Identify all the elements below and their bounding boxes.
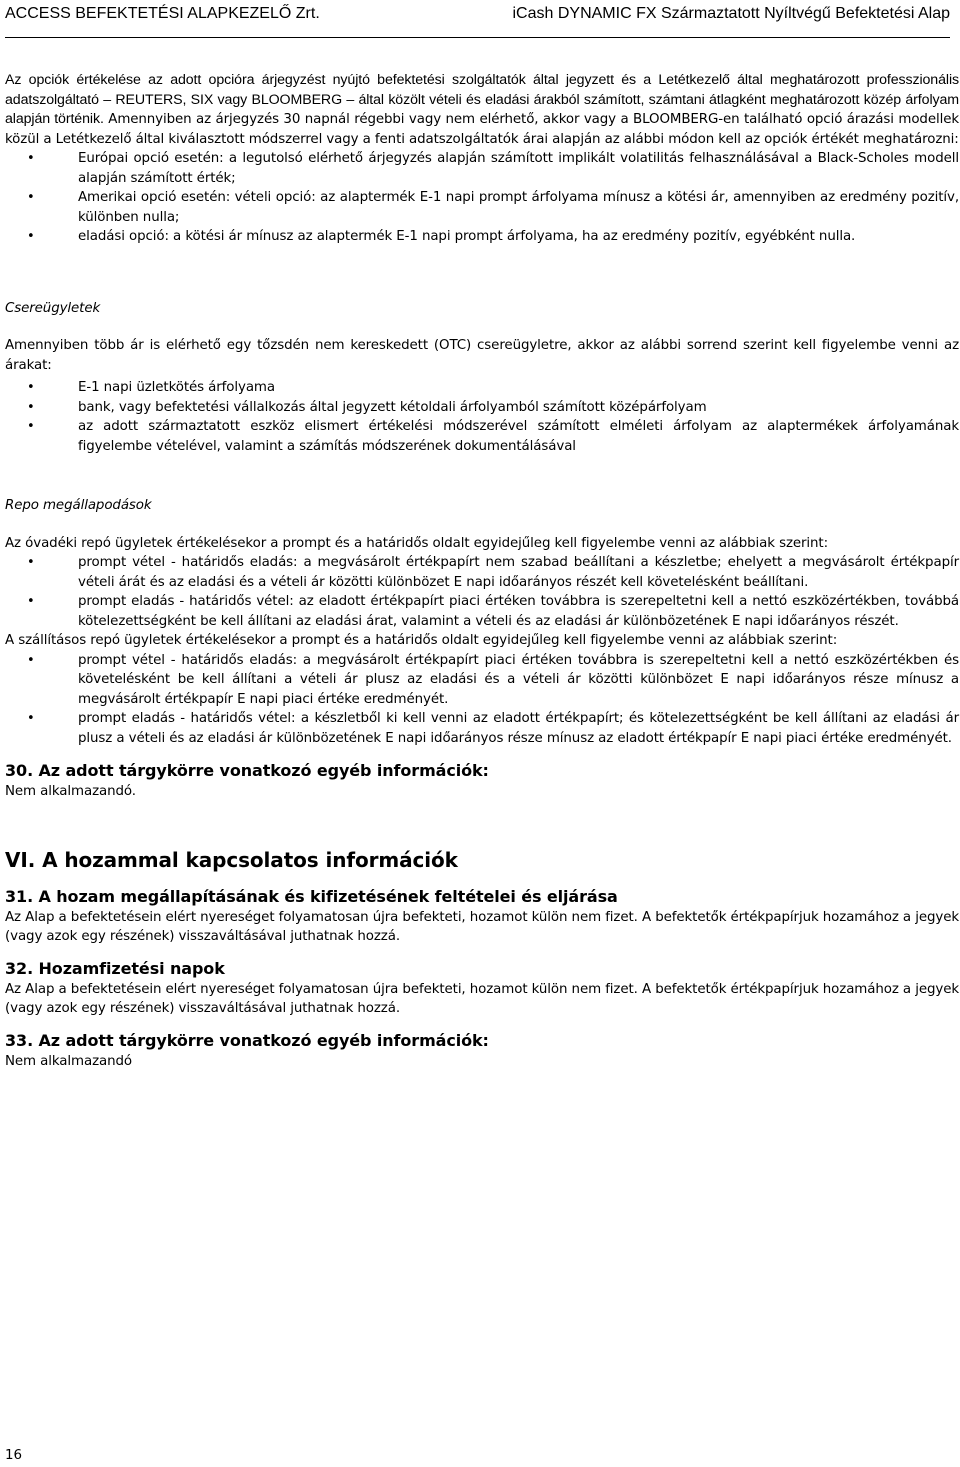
options-paragraph: [5, 71, 959, 149]
list-item: • az adott származtatott eszköz elismert értékelési módszerével számított elméleti árfolyam az alaptermékek árfolyamának figyelembe vételével, valamint a számítás módszerének dokumentálásával: [5, 417, 959, 456]
list-item: • prompt eladás - határidős vétel: a készletből ki kell venni az eladott értékpapírt; és kötelezettségként be kell állítani az eladási ár plusz a vételi és az eladási ár különbözetének E napi időarányos része mínusz az eladott értékpapír E napi piaci értéke eredményét.: [5, 709, 959, 748]
swaps-section-title: Csereügyletek: [5, 300, 101, 316]
page-number: 16: [5, 1448, 23, 1463]
options-bullet-list: [5, 149, 959, 247]
list-item: • Európai opció esetén: a legutolsó elérhető árjegyzés alapján számított implikált volatilitás felhasználásával a Black-Scholes modell alapján számított érték;: [5, 149, 959, 188]
header-company: ACCESS BEFEKTETÉSI ALAPKEZELŐ Zrt.: [5, 5, 320, 22]
swaps-intro: Amennyiben több ár is elérhető egy tőzsdén nem kereskedett (OTC) csereügyletre, akkor az alábbi sorrend szerint kell figyelembe venni az árakat:: [5, 338, 959, 373]
repo-section-title: Repo megállapodások: [5, 498, 152, 513]
header-fund-name: iCash DYNAMIC FX Származtatott Nyíltvégű Befektetési Alap: [512, 5, 950, 22]
section-32-heading: 32. Hozamfizetési napok: [5, 958, 225, 978]
list-item: • E-1 napi üzletkötés árfolyama: [5, 378, 959, 398]
section-31-body: Az Alap a befektetésein elért nyereséget folyamatosan újra befekteti, hozamot külön nem fizet. A befektetők értékpapírjuk hozamához a jegyek (vagy azok egy részének) visszaváltásával juthatnak hozzá.: [5, 909, 959, 944]
list-item: • prompt eladás - határidős vétel: az eladott értékpapírt piaci értéken továbbra is szerepeltetni kell a nettó eszközértékben, továbbá kötelezettségként be kell állítani az eladási árat, valamint a vételi és az eladási ár különbözetének E napi időarányos részét.: [5, 592, 959, 631]
list-item: • eladási opció: a kötési ár mínusz az alaptermék E-1 napi prompt árfolyama, ha az eredmény pozitív, egyébként nulla.: [5, 227, 959, 247]
page-header: [5, 3, 950, 38]
list-item: • prompt vétel - határidős eladás: a megvásárolt értékpapírt piaci értéken továbbra is szerepeltetni kell a nettó eszközértékben és követelésként be kell állítani a vételi ár plusz az eladási és a vételi ár közötti különbözet E napi időarányos része mínusz a megvásárolt értékpapír E napi piaci értéke eredményét.: [5, 651, 959, 710]
section-30-body: Nem alkalmazandó.: [5, 784, 136, 799]
document-body: [5, 71, 959, 1071]
section-33-heading: 33. Az adott tárgykörre vonatkozó egyéb információk:: [5, 1030, 489, 1050]
chapter-6-heading: VI. A hozammal kapcsolatos információk: [5, 847, 458, 872]
section-32-body: Az Alap a befektetésein elért nyereséget folyamatosan újra befekteti, hozamot külön nem fizet. A befektetők értékpapírjuk hozamához a jegyek (vagy azok egy részének) visszaváltásával juthatnak hozzá.: [5, 981, 959, 1016]
options-intro-part2: Amennyiben az árjegyzés 30 napnál régebbi vagy nem elérhető, akkor vagy a BLOOMBERG-en található opció árazási modellek közül a Letétkezelő által kiválasztott módszerrel vagy a fenti adatszolgáltatók árai alapján az alábbi módon kell az opciók értékét meghatározni:: [5, 112, 959, 147]
section-33-body: Nem alkalmazandó: [5, 1053, 132, 1069]
options-intro-part1: Az opciók értékelése az adott opcióra árjegyzést nyújtó befektetési szolgáltatók által jegyzett és a Letétkezelő által meghatározott professzionális adatszolgáltató – REUTERS, SIX vagy BLOOMBERG – által közölt vételi és eladási árakból számított, számtani átlagként meghatározott közép árfolyam alapján történik.: [5, 72, 959, 127]
repo-delivery-bullet-list: [5, 651, 959, 749]
section-31-heading: 31. A hozam megállapításának és kifizetésének feltételei és eljárása: [5, 886, 618, 906]
list-item: • prompt vétel - határidős eladás: a megvásárolt értékpapírt nem szabad beállítani a készletbe; ehelyett a megvásárolt értékpapír vételi árát és az eladási és a vételi ár közötti különbözet E napi időarányos részét kell követelésként beállítani.: [5, 553, 959, 592]
repo-collateral-bullet-list: [5, 553, 959, 631]
swaps-bullet-list: [5, 378, 959, 456]
section-30-heading: 30. Az adott tárgykörre vonatkozó egyéb információk:: [5, 761, 489, 780]
repo-intro-delivery: A szállításos repó ügyletek értékelésekor a prompt és a határidős oldalt egyidejűleg kell figyelembe venni az alábbiak szerint:: [5, 633, 838, 648]
list-item: • bank, vagy befektetési vállalkozás által jegyzett kétoldali árfolyamból számított középárfolyam: [5, 398, 959, 418]
repo-intro-collateral: Az óvadéki repó ügyletek értékelésekor a prompt és a határidős oldalt egyidejűleg kell figyelembe venni az alábbiak szerint:: [5, 535, 828, 551]
list-item: • Amerikai opció esetén: vételi opció: az alaptermék E-1 napi prompt árfolyama mínusz a kötési ár, amennyiben az eredmény pozitív, különben nulla;: [5, 188, 959, 227]
